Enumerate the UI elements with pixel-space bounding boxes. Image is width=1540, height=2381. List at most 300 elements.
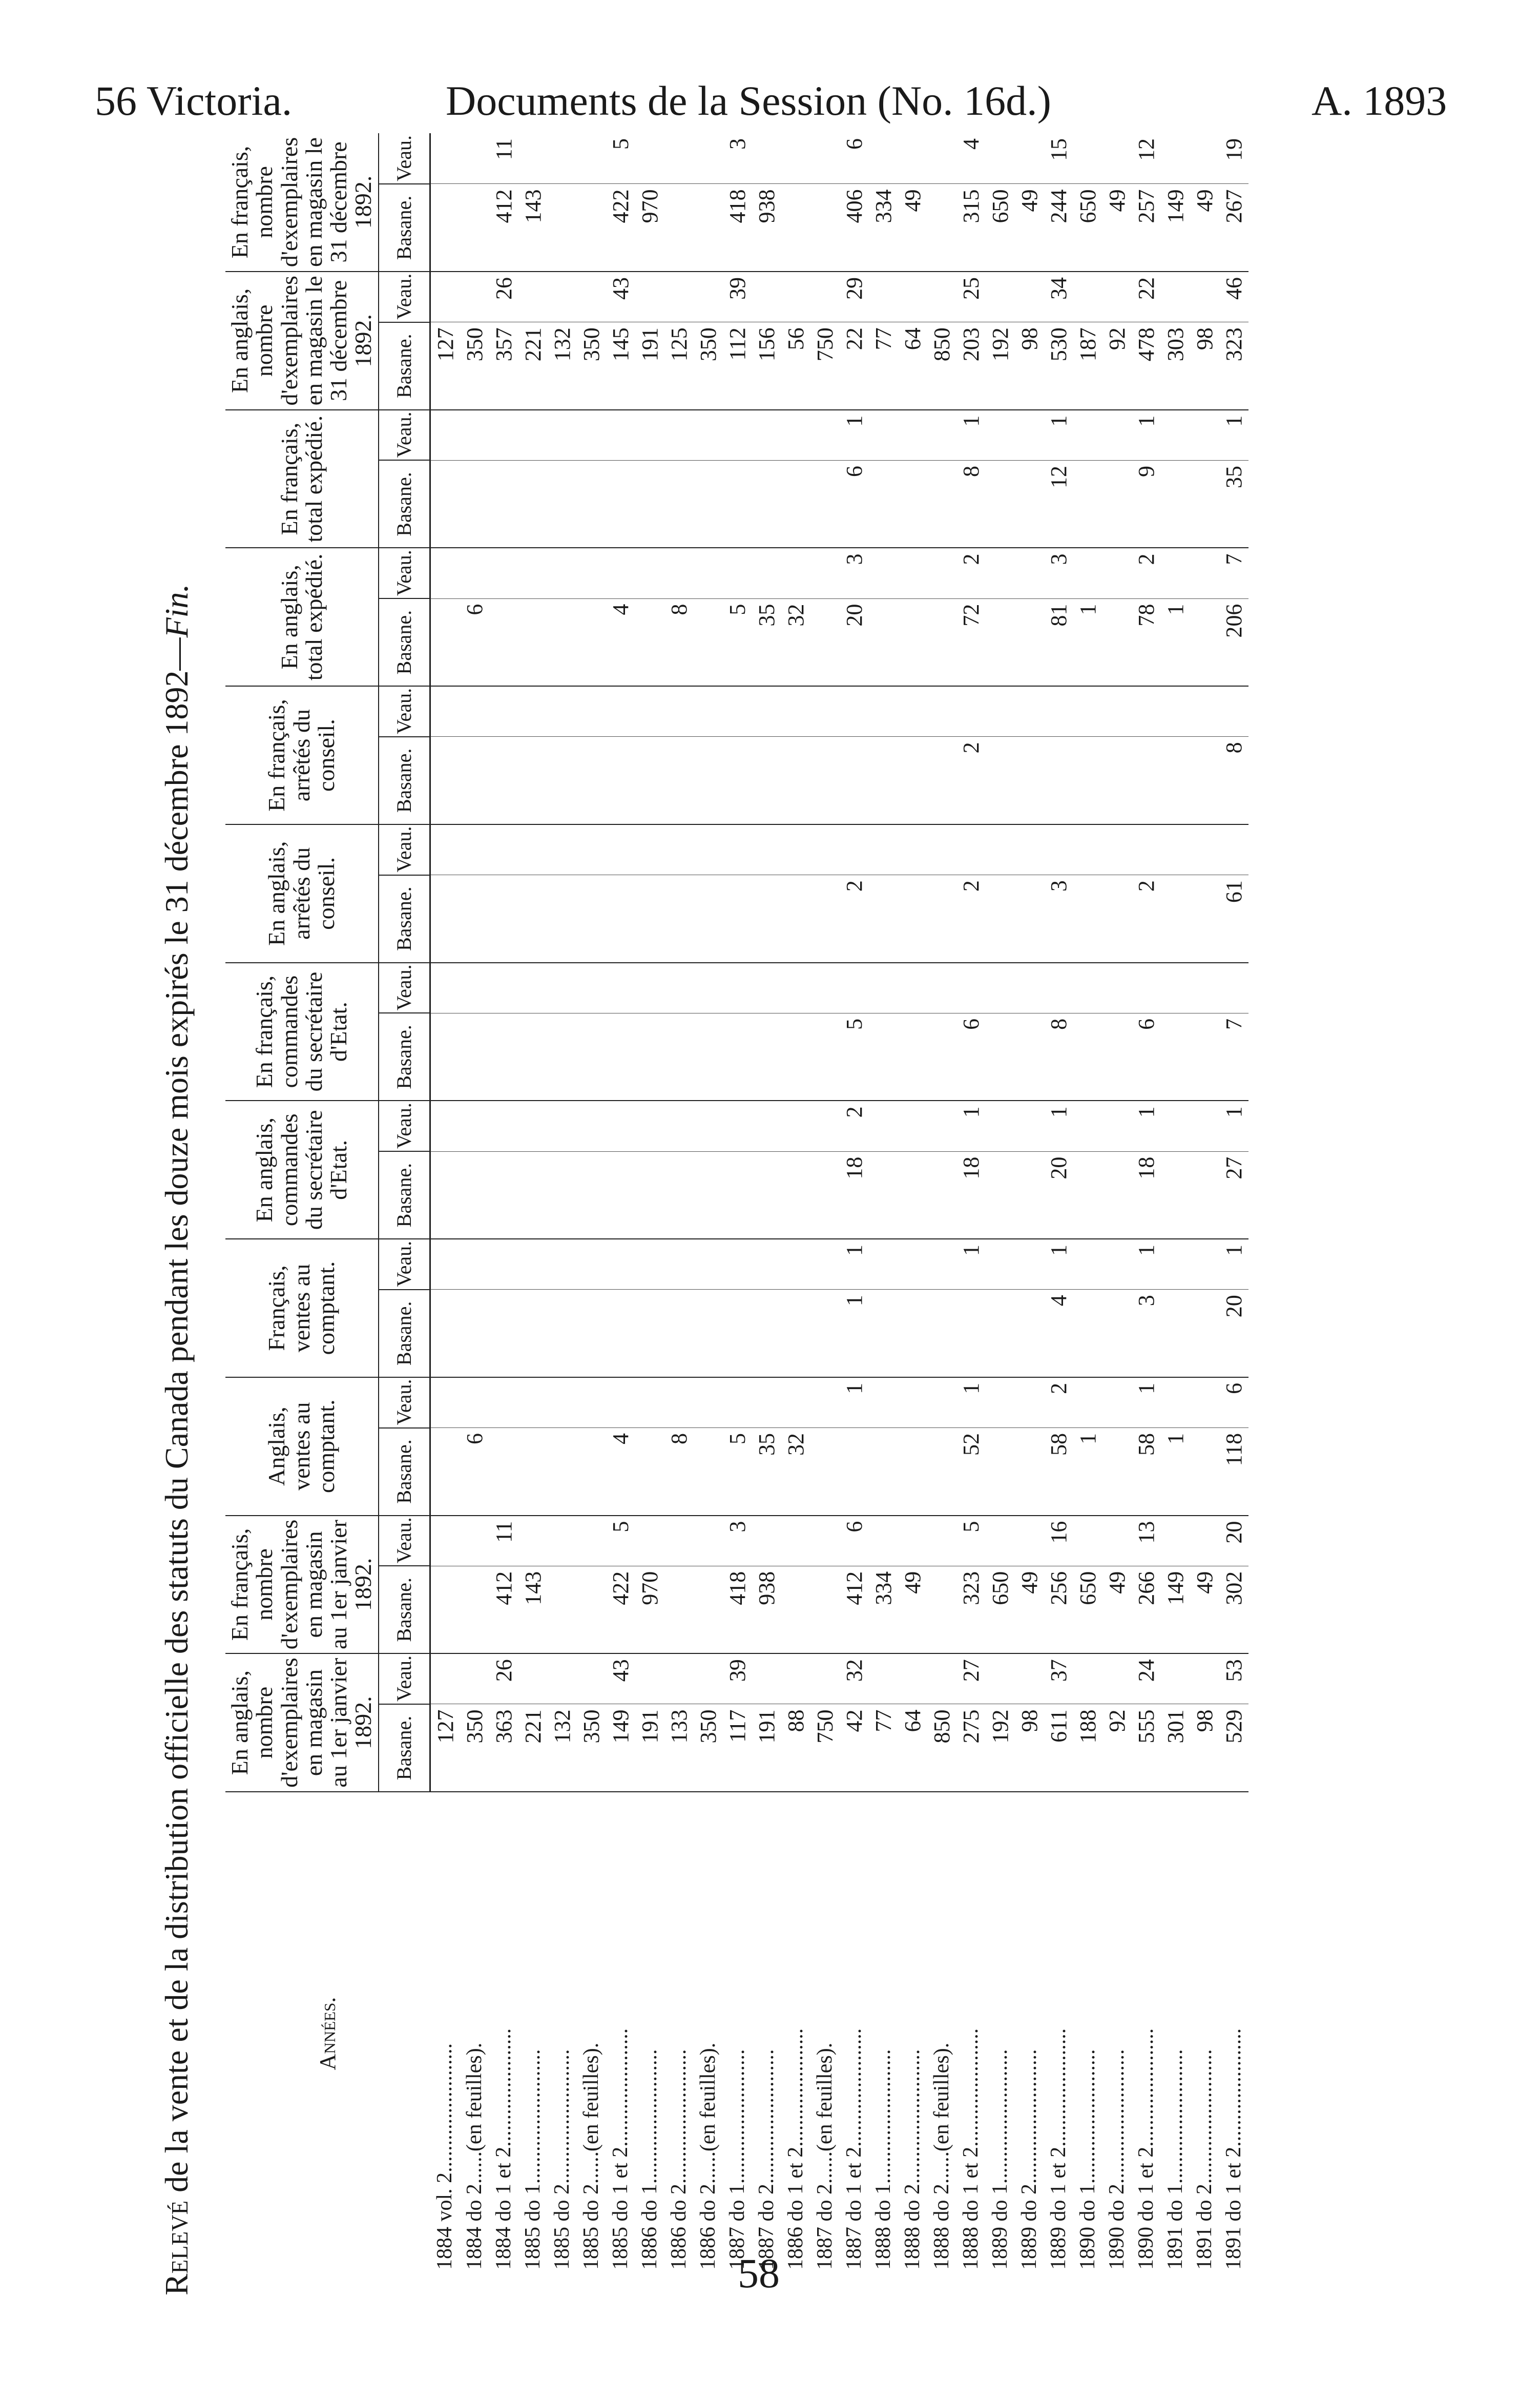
table-cell [781, 272, 810, 322]
sub-header-basane: Basane. [379, 1704, 430, 1792]
table-cell [430, 875, 460, 963]
group-header-4: Français, ventes au comptant. [225, 1239, 379, 1377]
table-cell [810, 133, 840, 184]
table-cell: 350 [460, 322, 489, 410]
table-cell: 132 [548, 322, 577, 410]
table-cell [694, 460, 723, 548]
table-cell [840, 737, 869, 824]
table-cell [1102, 598, 1132, 686]
table-row [781, 133, 810, 2275]
table-cell: 221 [518, 1704, 548, 1792]
table-cell [664, 1239, 694, 1290]
table-cell [460, 824, 489, 875]
table-cell: 650 [986, 184, 1015, 272]
table-cell [518, 133, 548, 184]
table-cell [548, 272, 577, 322]
table-cell: 15 [1044, 133, 1073, 184]
table-row [1132, 133, 1161, 2275]
table-cell: 323 [1219, 322, 1248, 410]
table-cell [986, 963, 1015, 1013]
table-cell [1161, 1377, 1190, 1428]
table-cell [635, 1377, 664, 1428]
page-number: 58 [738, 2250, 780, 2296]
table-cell: 25 [956, 272, 986, 322]
table-cell [1190, 1653, 1219, 1704]
table-cell [577, 460, 606, 548]
table-cell: 6 [956, 1013, 986, 1101]
table-cell [1132, 737, 1161, 824]
row-label: 1890 do 1 et 2...................... [1134, 2028, 1158, 2270]
table-cell [577, 598, 606, 686]
table-cell: 12 [1044, 460, 1073, 548]
table-cell: 20 [840, 598, 869, 686]
table-cell [1015, 133, 1044, 184]
group-header-9: En anglais, total expédié. [225, 548, 379, 686]
table-cell: 1 [1132, 1239, 1161, 1290]
table-cell [1102, 875, 1132, 963]
table-cell [927, 1377, 956, 1428]
table-cell [1102, 1428, 1132, 1516]
table-cell [810, 548, 840, 598]
table-cell [1161, 410, 1190, 461]
table-cell [986, 1151, 1015, 1239]
table-cell [898, 272, 927, 322]
table-cell [577, 875, 606, 963]
table-cell [1102, 1290, 1132, 1377]
table-cell: 6 [840, 460, 869, 548]
table-cell [927, 875, 956, 963]
table-cell: 530 [1044, 322, 1073, 410]
table-cell [986, 824, 1015, 875]
table-cell [1073, 1653, 1102, 1704]
table-cell [810, 1377, 840, 1428]
row-label: 1885 do 1......................... [521, 2049, 545, 2270]
table-cell [694, 1239, 723, 1290]
table-cell [1073, 548, 1102, 598]
table-cell [986, 875, 1015, 963]
table-cell [635, 598, 664, 686]
row-label: 1888 do 1 et 2...................... [959, 2028, 983, 2270]
table-cell: 303 [1161, 322, 1190, 410]
table-cell: 8 [956, 460, 986, 548]
table-cell [548, 686, 577, 737]
table-cell [694, 875, 723, 963]
table-cell [723, 1101, 752, 1151]
table-cell: 149 [1161, 1566, 1190, 1653]
table-cell: 35 [752, 598, 781, 686]
table-cell: 302 [1219, 1566, 1248, 1653]
table-cell [518, 824, 548, 875]
table-cell [1015, 548, 1044, 598]
table-cell [694, 824, 723, 875]
table-cell [869, 598, 898, 686]
table-cell: 256 [1044, 1566, 1073, 1653]
table-cell: 49 [1190, 184, 1219, 272]
table-cell [518, 875, 548, 963]
table-cell [577, 1239, 606, 1290]
table-cell [781, 460, 810, 548]
table-row [810, 133, 840, 2275]
table-cell: 5 [723, 1428, 752, 1516]
table-cell [752, 963, 781, 1013]
row-label: 1886 do 1 et 2...................... [783, 2028, 807, 2270]
table-cell [1073, 1290, 1102, 1377]
table-cell [489, 460, 518, 548]
table-cell [430, 133, 460, 184]
table-cell: 2 [1044, 1377, 1073, 1428]
table-cell: 3 [723, 1516, 752, 1566]
table-cell: 43 [606, 1653, 635, 1704]
table-cell [430, 963, 460, 1013]
table-cell [752, 1377, 781, 1428]
sub-header-veau: Veau. [379, 410, 430, 461]
table-cell [810, 410, 840, 461]
table-cell [635, 133, 664, 184]
row-label: 1887 do 1 et 2...................... [842, 2028, 866, 2270]
table-cell [927, 963, 956, 1013]
table-row [1161, 133, 1190, 2275]
table-cell [606, 548, 635, 598]
table-cell: 8 [1044, 1013, 1073, 1101]
sub-header-basane: Basane. [379, 1013, 430, 1101]
table-cell [1073, 1516, 1102, 1566]
table-cell [986, 1101, 1015, 1151]
table-cell [781, 548, 810, 598]
sub-header-basane: Basane. [379, 460, 430, 548]
table-cell: 1 [1132, 1101, 1161, 1151]
row-label: 1887 do 1......................... [725, 2049, 749, 2270]
table-cell [1161, 1290, 1190, 1377]
table-cell [430, 598, 460, 686]
table-cell [898, 1239, 927, 1290]
table-cell: 850 [927, 322, 956, 410]
table-cell [810, 184, 840, 272]
table-cell [694, 1516, 723, 1566]
row-label: 1891 do 1......................... [1163, 2049, 1187, 2270]
table-cell [489, 1101, 518, 1151]
table-cell: 422 [606, 1566, 635, 1653]
table-cell [752, 1239, 781, 1290]
table-cell [898, 1101, 927, 1151]
table-cell: 650 [1073, 1566, 1102, 1653]
table-cell [898, 875, 927, 963]
row-label: 1885 do 2......................... [550, 2049, 574, 2270]
table-cell [460, 548, 489, 598]
table-cell [1190, 1101, 1219, 1151]
table-cell [723, 548, 752, 598]
row-label: 1889 do 1......................... [988, 2049, 1012, 2270]
table-cell [1161, 824, 1190, 875]
table-cell [1190, 1239, 1219, 1290]
table-cell [577, 1566, 606, 1653]
table-cell [869, 875, 898, 963]
table-cell: 412 [489, 1566, 518, 1653]
sub-header-veau: Veau. [379, 548, 430, 598]
table-cell [1190, 737, 1219, 824]
table-cell: 650 [1073, 184, 1102, 272]
table-cell [1015, 1101, 1044, 1151]
table-cell [1015, 737, 1044, 824]
title-lead: Relevé [158, 2200, 195, 2295]
table-cell: 3 [1132, 1290, 1161, 1377]
table-cell: 18 [1132, 1151, 1161, 1239]
table-cell: 11 [489, 1516, 518, 1566]
table-cell: 7 [1219, 548, 1248, 598]
table-cell [723, 1239, 752, 1290]
table-cell [518, 410, 548, 461]
table-cell [577, 737, 606, 824]
table-cell [781, 824, 810, 875]
table-cell [1161, 1516, 1190, 1566]
table-cell [1190, 598, 1219, 686]
table-cell [810, 272, 840, 322]
table-cell: 145 [606, 322, 635, 410]
table-cell [430, 1013, 460, 1101]
table-cell [548, 737, 577, 824]
table-cell [781, 184, 810, 272]
table-cell [548, 824, 577, 875]
table-cell: 650 [986, 1566, 1015, 1653]
table-row [1044, 133, 1073, 2275]
table-row [1073, 133, 1102, 2275]
table-cell [1132, 963, 1161, 1013]
table-cell: 49 [1015, 1566, 1044, 1653]
table-cell: 357 [489, 322, 518, 410]
table-cell [430, 1653, 460, 1704]
table-cell [1161, 1151, 1190, 1239]
table-cell: 42 [840, 1704, 869, 1792]
table-cell [635, 1151, 664, 1239]
table-cell [1073, 824, 1102, 875]
table-cell [430, 824, 460, 875]
table-cell: 850 [927, 1704, 956, 1792]
table-cell: 32 [840, 1653, 869, 1704]
table-cell [752, 1516, 781, 1566]
table-cell [1190, 875, 1219, 963]
table-cell: 334 [869, 184, 898, 272]
table-cell [986, 1013, 1015, 1101]
table-cell [489, 548, 518, 598]
table-cell [1190, 272, 1219, 322]
table-cell [489, 410, 518, 461]
table-cell [1015, 1653, 1044, 1704]
table-cell: 81 [1044, 598, 1073, 686]
table-row [1015, 133, 1044, 2275]
table-cell [869, 686, 898, 737]
table-cell [518, 1516, 548, 1566]
table-cell [927, 824, 956, 875]
table-cell [927, 598, 956, 686]
table-cell [869, 1239, 898, 1290]
table-cell [577, 133, 606, 184]
table-cell [518, 548, 548, 598]
table-row [577, 133, 606, 2275]
table-cell: 20 [1044, 1151, 1073, 1239]
table-cell [518, 1653, 548, 1704]
table-cell [460, 1101, 489, 1151]
table-cell: 1 [840, 410, 869, 461]
table-cell: 938 [752, 184, 781, 272]
table-cell [927, 1566, 956, 1653]
table-cell [781, 1290, 810, 1377]
table-cell: 127 [430, 322, 460, 410]
table-cell [1073, 1151, 1102, 1239]
table-cell [898, 1377, 927, 1428]
row-label: 1885 do 2......(en feuilles). [579, 2042, 603, 2270]
table-cell [489, 824, 518, 875]
table-cell [1073, 272, 1102, 322]
table-cell [694, 548, 723, 598]
table-cell: 315 [956, 184, 986, 272]
table-cell [927, 1013, 956, 1101]
table-cell [1102, 824, 1132, 875]
group-header-8: En français, arrêtés du conseil. [225, 686, 379, 824]
table-cell [518, 963, 548, 1013]
table-cell [518, 1013, 548, 1101]
table-cell: 132 [548, 1704, 577, 1792]
table-cell [781, 1151, 810, 1239]
table-cell [635, 1653, 664, 1704]
table-cell [810, 875, 840, 963]
table-cell [781, 875, 810, 963]
table-cell: 266 [1132, 1566, 1161, 1653]
table-cell [810, 1516, 840, 1566]
table-cell [548, 1516, 577, 1566]
table-cell: 58 [1044, 1428, 1073, 1516]
table-cell [781, 737, 810, 824]
group-header-11: En anglais, nombre d'exemplaires en magasin le 31 décembre 1892. [225, 272, 379, 410]
table-cell [1044, 737, 1073, 824]
table-cell [986, 460, 1015, 548]
table-cell [548, 1377, 577, 1428]
table-cell: 1 [1219, 1239, 1248, 1290]
table-cell [664, 1290, 694, 1377]
table-cell: 6 [1132, 1013, 1161, 1101]
table-cell [752, 1013, 781, 1101]
row-label: 1885 do 1 et 2...................... [608, 2028, 632, 2270]
table-cell [723, 737, 752, 824]
table-cell: 2 [956, 875, 986, 963]
table-cell: 118 [1219, 1428, 1248, 1516]
table-cell [898, 737, 927, 824]
table-cell [869, 1101, 898, 1151]
table-cell [1190, 410, 1219, 461]
table-cell [1161, 1653, 1190, 1704]
statutes-table [225, 133, 1248, 2275]
table-cell [430, 1428, 460, 1516]
table-cell [430, 410, 460, 461]
rotated-table-page [149, 113, 1481, 2295]
sub-header-basane: Basane. [379, 322, 430, 410]
table-cell [781, 133, 810, 184]
table-cell [548, 1013, 577, 1101]
table-cell: 1 [1044, 410, 1073, 461]
table-row [1190, 133, 1219, 2275]
table-cell [898, 824, 927, 875]
table-cell [1015, 1377, 1044, 1428]
table-cell [664, 875, 694, 963]
table-cell [1102, 686, 1132, 737]
table-cell [1102, 548, 1132, 598]
table-cell [781, 1239, 810, 1290]
header-session-left: 56 Victoria. [95, 77, 293, 124]
table-cell [430, 184, 460, 272]
table-cell [869, 1653, 898, 1704]
title-text: de la vente et de la distribution officielle des statuts du Canada pendant les douze mois expirés le 31 décembre 1892— [158, 637, 195, 2201]
table-cell [430, 1290, 460, 1377]
table-row [664, 133, 694, 2275]
table-cell [460, 963, 489, 1013]
table-cell [1102, 1101, 1132, 1151]
table-cell [606, 686, 635, 737]
table-cell [869, 548, 898, 598]
table-cell [460, 1290, 489, 1377]
table-cell [986, 548, 1015, 598]
table-cell [548, 1101, 577, 1151]
table-cell: 8 [1219, 737, 1248, 824]
table-cell [781, 1516, 810, 1566]
table-cell: 206 [1219, 598, 1248, 686]
table-cell: 20 [1219, 1516, 1248, 1566]
table-cell [577, 1653, 606, 1704]
table-cell: 6 [1219, 1377, 1248, 1428]
group-header-2: En français, nombre d'exemplaires en magasin au 1er janvier 1892. [225, 1516, 379, 1654]
table-cell [1044, 686, 1073, 737]
table-cell: 92 [1102, 1704, 1132, 1792]
table-cell: 187 [1073, 322, 1102, 410]
table-cell [664, 460, 694, 548]
table-cell [927, 1428, 956, 1516]
table-cell [810, 598, 840, 686]
table-cell [956, 824, 986, 875]
table-cell [635, 460, 664, 548]
sub-header-basane: Basane. [379, 1428, 430, 1516]
table-row [606, 133, 635, 2275]
table-cell [548, 184, 577, 272]
table-cell [986, 598, 1015, 686]
table-cell [489, 875, 518, 963]
table-cell [752, 133, 781, 184]
row-label: 1891 do 1 et 2...................... [1221, 2028, 1245, 2270]
table-cell [752, 686, 781, 737]
table-cell: 5 [956, 1516, 986, 1566]
table-cell: 1 [956, 1101, 986, 1151]
table-cell: 5 [723, 598, 752, 686]
table-cell: 6 [460, 598, 489, 686]
table-cell: 24 [1132, 1653, 1161, 1704]
table-cell [927, 1101, 956, 1151]
table-cell [781, 1101, 810, 1151]
table-cell: 13 [1132, 1516, 1161, 1566]
table-cell [1073, 686, 1102, 737]
table-cell [956, 686, 986, 737]
table-cell [781, 963, 810, 1013]
table-cell [430, 460, 460, 548]
table-cell [694, 1151, 723, 1239]
table-cell: 529 [1219, 1704, 1248, 1792]
table-cell: 64 [898, 1704, 927, 1792]
table-cell: 34 [1044, 272, 1073, 322]
table-cell: 350 [694, 1704, 723, 1792]
table-row [927, 133, 956, 2275]
table-cell [869, 1013, 898, 1101]
table-cell [1073, 410, 1102, 461]
table-cell: 191 [635, 322, 664, 410]
table-cell [927, 1290, 956, 1377]
table-cell: 4 [606, 1428, 635, 1516]
table-cell: 27 [956, 1653, 986, 1704]
table-cell: 72 [956, 598, 986, 686]
